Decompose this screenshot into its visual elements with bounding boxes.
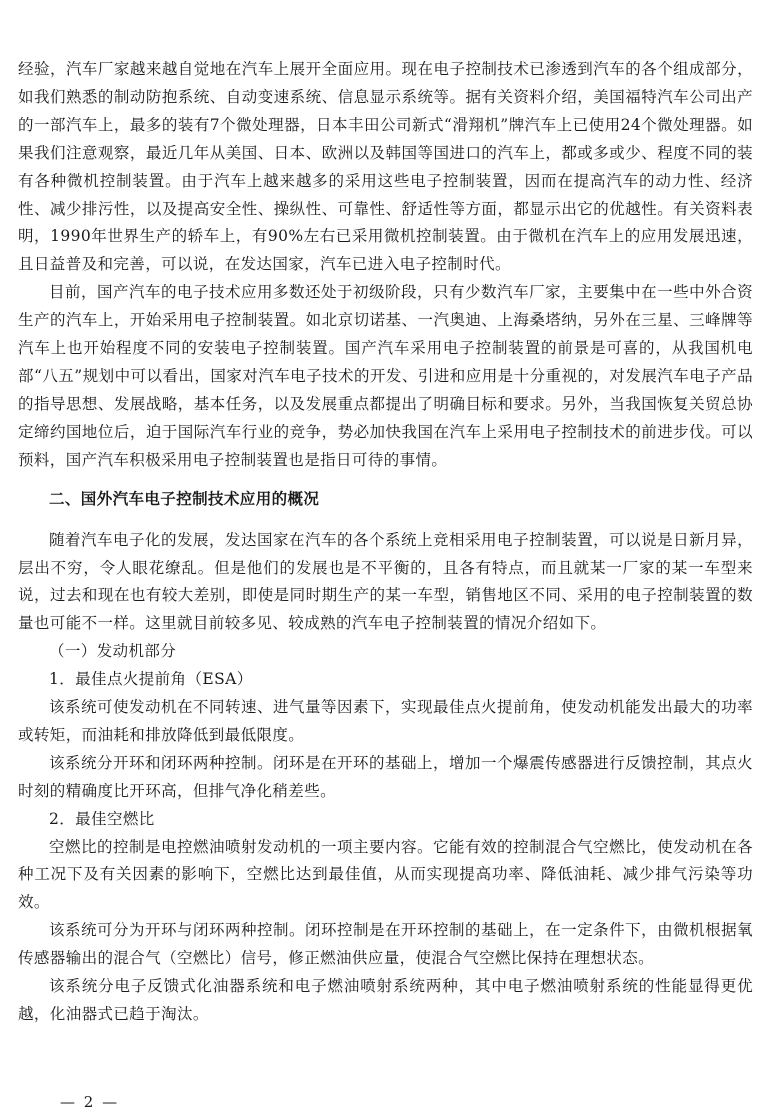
paragraph-domestic-status: 目前，国产汽车的电子技术应用多数还处于初级阶段，只有少数汽车厂家，主要集中在一些中外合资生产的汽车上，开始采用电子控制装置。如北京切诺基、一汽奥迪、上海桑塔纳，另外在三星、三峰牌等汽车上也开始程度不同的安装电子控制装置。国产汽车采用电子控制装置的前景是可喜的，从我国机电部“八五”规划中可以看出，国家对汽车电子技术的开发、引进和应用是十分重视的，对发展汽车电子产品的指导思想、发展战略，基本任务，以及发展重点都提出了明确目标和要求。另外，当我国恢复关贸总协定缔约国地位后，迫于国际汽车行业的竞争，势必加快我国在汽车上采用电子控制技术的前进步伐。可以预料，国产汽车积极采用电子控制装置也是指日可待的事情。 (18, 283, 753, 469)
page-number: — 2 — (60, 1093, 120, 1111)
paragraph-ignition-control: 该系统分开环和闭环两种控制。闭环是在开环的基础上，增加一个爆震传感器进行反馈控制，其点火时刻的精确度比开环高，但排气净化稍差些。 (18, 753, 753, 800)
section-heading: 二、国外汽车电子控制技术应用的概况 (49, 489, 320, 508)
item-heading-ignition: 1．最佳点火提前角（ESA） (49, 670, 253, 689)
paragraph-foreign-overview: 随着汽车电子化的发展，发达国家在汽车的各个系统上竞相采用电子控制装置，可以说是日新月异，层出不穷，令人眼花缭乱。但是他们的发展也是不平衡的，且各有特点，而且就某一厂家的某一车型来说，过去和现在也有较大差别，即使是同时期生产的某一车型，销售地区不同、采用的电子控制装置的数量也可能不一样。这里就目前较多见、较成熟的汽车电子控制装置的情况介绍如下。 (18, 530, 753, 633)
subsection-heading-engine: （一）发动机部分 (49, 642, 177, 661)
paragraph-ignition-function: 该系统可使发动机在不同转速、进气量等因素下，实现最佳点火提前角，使发动机能发出最大的功率或转矩，而油耗和排放降低到最低限度。 (18, 698, 753, 744)
paragraph-electronics-adoption: 经验，汽车厂家越来越自觉地在汽车上展开全面应用。现在电子控制技术已渗透到汽车的各个组成部分，如我们熟悉的制动防抱系统、自动变速系统、信息显示系统等。据有关资料介绍，美国福特汽车公司出产的一部汽车上，最多的装有7个微处理器，日本丰田公司新式“滑翔机”牌汽车上已使用24个微处理器。如果我们注意观察，最近几年从美国、日本、欧洲以及韩国等国进口的汽车上，都或多或少、程度不同的装有各种微机控制装置。由于汽车上越来越多的采用这些电子控制装置，因而在提高汽车的动力性、经济性、减少排污性，以及提高安全性、操纵性、可靠性、舒适性等方面，都显示出它的优越性。有关资料表明，1990年世界生产的轿车上，有90%左右已采用微机控制装置。由于微机在汽车上的应用发展迅速，且日益普及和完善，可以说，在发达国家，汽车已进入电子控制时代。 (18, 60, 753, 274)
paragraph-air-fuel-systems: 该系统分电子反馈式化油器系统和电子燃油喷射系统两种，其中电子燃油喷射系统的性能显得更优越，化油器式已趋于淘汰。 (18, 977, 753, 1023)
item-heading-air-fuel: 2．最佳空燃比 (49, 809, 155, 828)
paragraph-air-fuel-control: 该系统可分为开环与闭环两种控制。闭环控制是在开环控制的基础上，在一定条件下，由微机根据氧传感器输出的混合气（空燃比）信号，修正燃油供应量，使混合气空燃比保持在理想状态。 (18, 921, 753, 968)
page-body (18, 56, 753, 1029)
paragraph-air-fuel-function: 空燃比的控制是电控燃油喷射发动机的一项主要内容。它能有效的控制混合气空燃比，使发动机在各种工况下及有关因素的影响下，空燃比达到最佳值，从而实现提高功率、降低油耗、减少排气污染等功效。 (18, 837, 753, 912)
